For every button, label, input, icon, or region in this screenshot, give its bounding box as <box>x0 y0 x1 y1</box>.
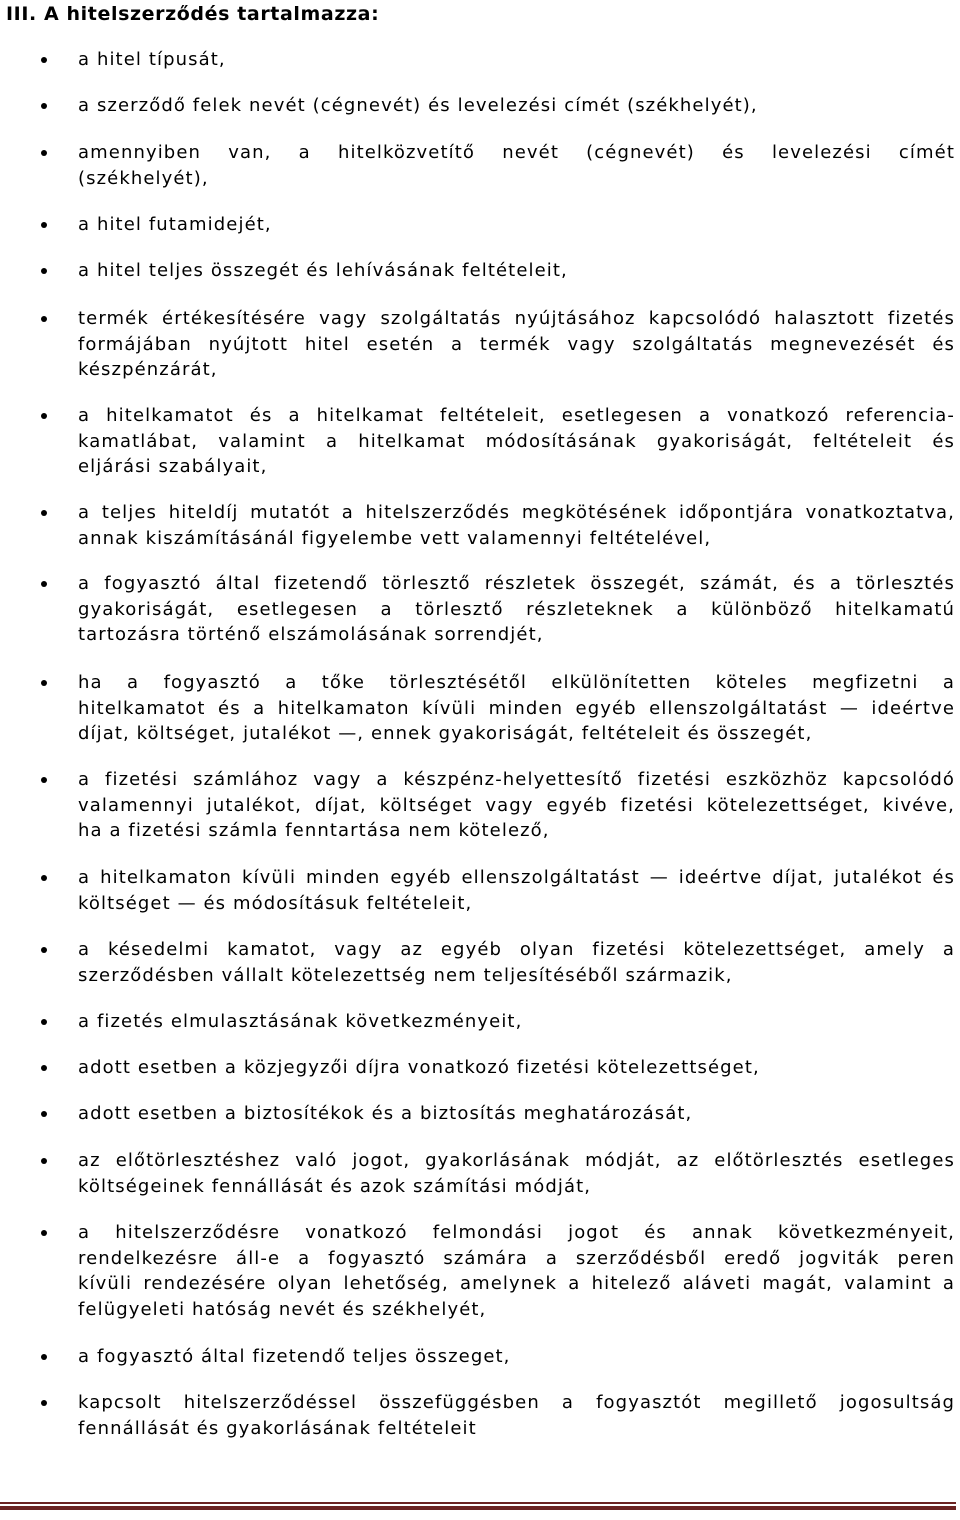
list-item-text <box>78 571 955 648</box>
list-item-text <box>78 47 955 73</box>
bullet-icon <box>41 680 47 686</box>
list-item-line: ha a fizetési számla fenntartása nem kötelező, <box>78 820 550 842</box>
list-item-line: eljárási szabályait, <box>78 456 268 478</box>
list-item-line: a szerződő felek nevét (cégnevét) és levelezési címét (székhelyét), <box>78 95 758 117</box>
list-item-line: termék értékesítésére vagy szolgáltatás nyújtásához kapcsolódó halasztott fizetés <box>78 308 955 330</box>
list-item-text <box>78 1055 955 1081</box>
list-item-line: amennyiben van, a hitelközvetítő nevét (cégnevét) és levelezési címét <box>78 142 955 164</box>
bullet-icon <box>41 1019 47 1025</box>
list-item-text <box>78 1148 955 1199</box>
list-item-text <box>78 403 955 480</box>
footer-border-thick <box>0 1506 956 1510</box>
list-item-line: annak kiszámításánál figyelembe vett valamennyi feltételével, <box>78 527 712 549</box>
list-item-line: a fizetés elmulasztásának következményeit, <box>78 1011 523 1033</box>
list-item-line: fennállását és gyakorlásának feltételeit <box>78 1417 477 1439</box>
section-heading: III. A hitelszerződés tartalmazza: <box>6 3 380 25</box>
list-item-line: az előtörlesztéshez való jogot, gyakorlásának módját, az előtörlesztés esetleges <box>78 1150 955 1172</box>
list-item-text <box>78 306 955 383</box>
list-item-text <box>78 670 955 747</box>
bullet-icon <box>41 1111 47 1117</box>
bullet-icon <box>41 510 47 516</box>
bullet-icon <box>41 1158 47 1164</box>
bullet-icon <box>41 222 47 228</box>
list-item-line: felügyeleti hatóság nevét és székhelyét, <box>78 1298 487 1320</box>
list-item-line: rendelkezésre áll-e a fogyasztó számára a szerződésből eredő jogviták peren <box>78 1247 955 1269</box>
list-item-text <box>78 937 955 988</box>
list-item-text <box>78 1390 955 1441</box>
list-item-text <box>78 212 955 238</box>
list-item-line: költségeinek fennállását és azok számítási módját, <box>78 1175 592 1197</box>
list-item-line: formájában nyújtott hitel esetén a termék vagy szolgáltatás megnevezését és <box>78 333 955 355</box>
list-item-line: adott esetben a biztosítékok és a biztosítás meghatározását, <box>78 1103 693 1125</box>
list-item-line: tartozásra történő elszámolásának sorrendjét, <box>78 624 544 646</box>
list-item-text <box>78 1009 955 1035</box>
bullet-icon <box>41 875 47 881</box>
list-item-line: díjat, költséget, jutalékot —, ennek gyakoriságát, feltételeit és összegét, <box>78 723 813 745</box>
list-item-line: adott esetben a közjegyzői díjra vonatkozó fizetési kötelezettséget, <box>78 1057 760 1079</box>
list-item-text <box>78 258 955 284</box>
list-item-line: ha a fogyasztó a tőke törlesztésétől elkülönítetten köteles megfizetni a <box>78 672 955 694</box>
list-item-text <box>78 767 955 844</box>
list-item-text <box>78 93 955 119</box>
list-item-line: kapcsolt hitelszerződéssel összefüggésben a fogyasztót megillető jogosultság <box>78 1392 955 1414</box>
list-item-line: kamatlábat, valamint a hitelkamat módosításának gyakoriságát, feltételeit és <box>78 430 955 452</box>
list-item-line: a fizetési számlához vagy a készpénz-helyettesítő fizetési eszközhöz kapcsolódó <box>78 769 955 791</box>
list-item-line: hitelkamatot és a hitelkamaton kívüli minden egyéb ellenszolgáltatást — ideértve <box>78 697 955 719</box>
list-item-line: a késedelmi kamatot, vagy az egyéb olyan fizetési kötelezettséget, amely a <box>78 939 955 961</box>
list-item-line: szerződésben vállalt kötelezettség nem teljesítéséből származik, <box>78 964 733 986</box>
list-item-text <box>78 1220 955 1322</box>
list-item-text <box>78 1101 955 1127</box>
list-item-line: a fogyasztó által fizetendő törlesztő részletek összegét, számát, és a törlesztés <box>78 573 955 595</box>
list-item-line: valamennyi jutalékot, díjat, költséget vagy egyéb fizetési kötelezettséget, kivéve, <box>78 794 955 816</box>
bullet-icon <box>41 1400 47 1406</box>
list-item-line: költséget — és módosításuk feltételeit, <box>78 892 473 914</box>
bullet-icon <box>41 1065 47 1071</box>
list-item-line: a teljes hiteldíj mutatót a hitelszerződés megkötésének időpontjára vonatkoztatva, <box>78 502 955 524</box>
list-item-line: a hitel futamidejét, <box>78 214 272 236</box>
bullet-icon <box>41 581 47 587</box>
bullet-icon <box>41 268 47 274</box>
list-item-text <box>78 1344 955 1370</box>
list-item-text <box>78 500 955 551</box>
list-item-line: a hitelkamaton kívüli minden egyéb ellenszolgáltatást — ideértve díjat, jutalékot és <box>78 867 955 889</box>
bullet-icon <box>41 947 47 953</box>
bullet-icon <box>41 1230 47 1236</box>
footer-border-thin <box>0 1502 956 1504</box>
bullet-icon <box>41 316 47 322</box>
list-item-line: a hitelkamatot és a hitelkamat feltételeit, esetlegesen a vonatkozó referencia- <box>78 405 955 427</box>
list-item-line: a hitelszerződésre vonatkozó felmondási jogot és annak következményeit, <box>78 1222 955 1244</box>
list-item-line: a hitel típusát, <box>78 49 226 71</box>
list-item-text <box>78 140 955 191</box>
bullet-icon <box>41 777 47 783</box>
bullet-icon <box>41 413 47 419</box>
list-item-line: a hitel teljes összegét és lehívásának feltételeit, <box>78 260 568 282</box>
list-item-line: gyakoriságát, esetlegesen a törlesztő részleteknek a különböző hitelkamatú <box>78 598 955 620</box>
bullet-icon <box>41 57 47 63</box>
list-item-line: (székhelyét), <box>78 167 209 189</box>
list-item-text <box>78 865 955 916</box>
list-item-line: kívüli rendezésére olyan lehetőség, amelynek a hitelező aláveti magát, valamint a <box>78 1273 955 1295</box>
list-item-line: a fogyasztó által fizetendő teljes összeget, <box>78 1346 511 1368</box>
bullet-icon <box>41 150 47 156</box>
list-item-line: készpénzárát, <box>78 359 218 381</box>
bullet-icon <box>41 1354 47 1360</box>
bullet-icon <box>41 103 47 109</box>
